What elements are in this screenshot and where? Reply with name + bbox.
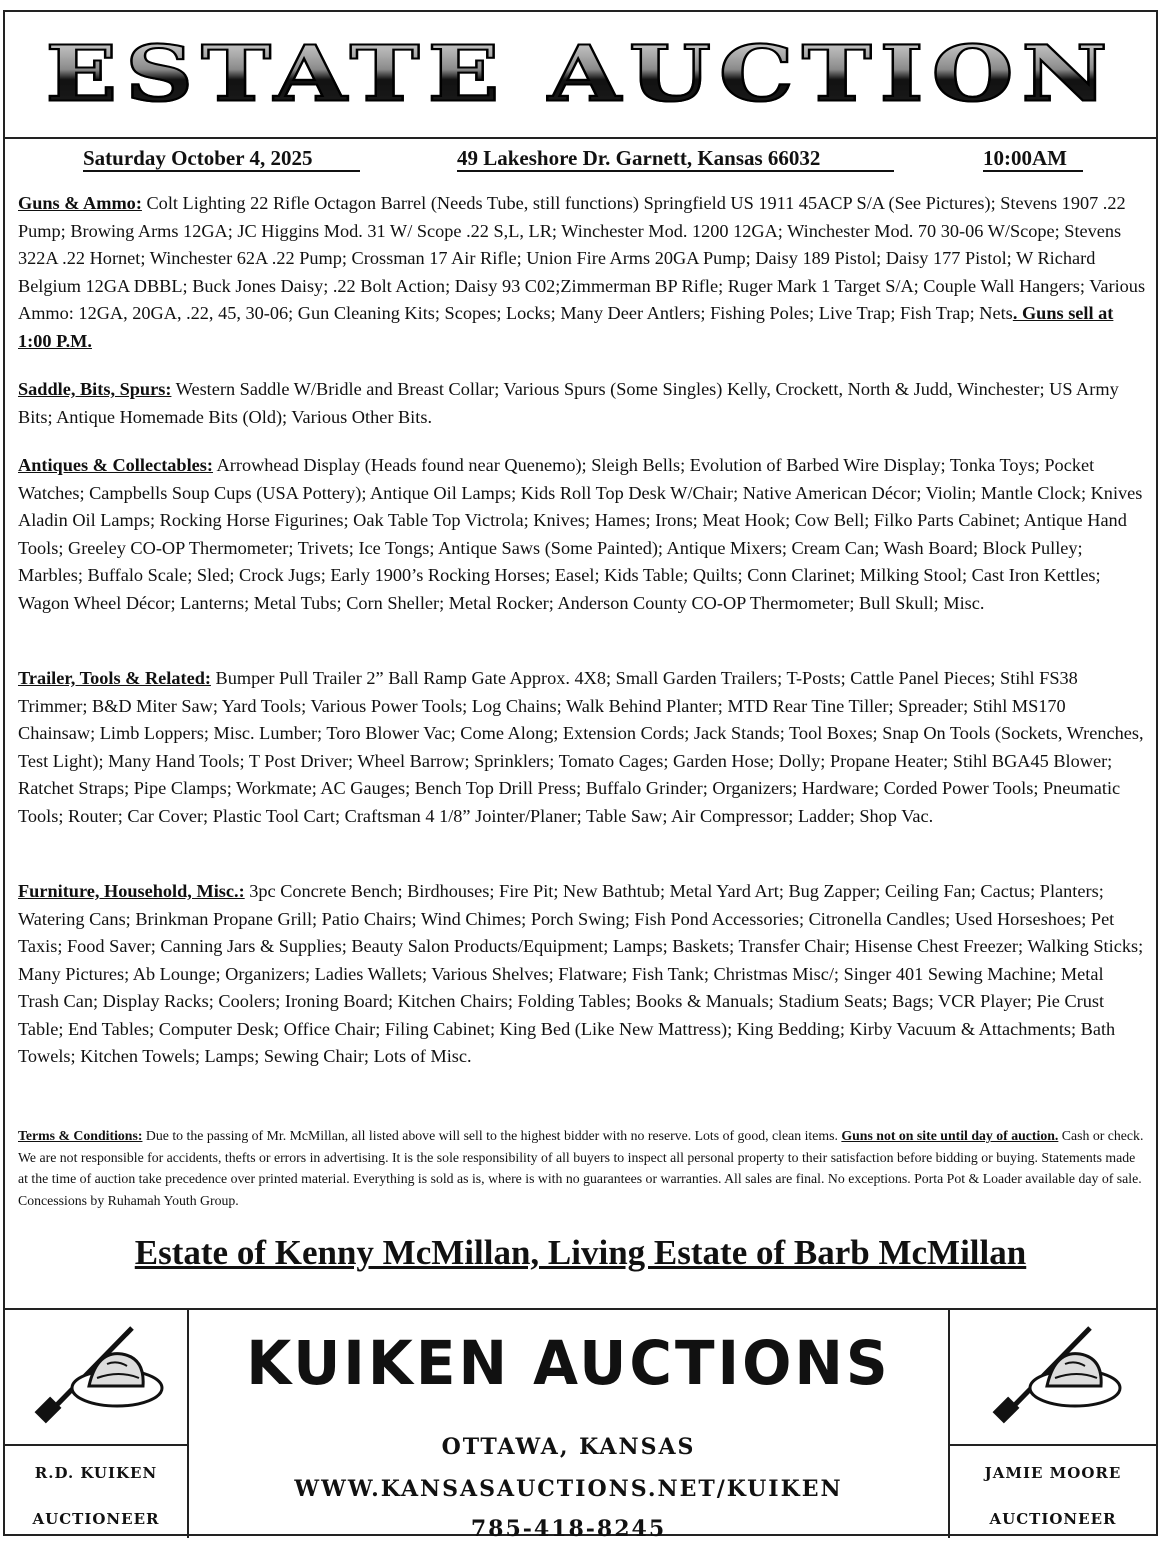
section-furniture-household bbox=[18, 878, 1146, 1071]
left-auctioneer-panel bbox=[5, 1310, 189, 1538]
section-emphasis: . Guns sell at 1:00 P.M. bbox=[18, 303, 1114, 351]
footer bbox=[5, 1308, 1156, 1542]
section-body: 3pc Concrete Bench; Birdhouses; Fire Pit; New Bathtub; Metal Yard Art; Bug Zapper; Ceiling Fan; Cactus; Planters; Watering Cans; Brinkman Propane Grill; Patio Chairs; Wind Chimes; Porch Swing; Fish Pond Accessories; Citronella Candles; Used Horseshoes; Pet Taxis; Food Saver; Canning Jars & Supplies; Beauty Salon Products/Equipment; Lamps; Baskets; Transfer Chair; Hisense Chest Freezer; Walking Sticks; Many Pictures; Ab Lounge; Organizers; Ladies Wallets; Various Shelves; Flatware; Fish Tank; Christmas Misc/; Singer 401 Sewing Machine; Metal Trash Can; Display Racks; Coolers; Ironing Board; Kitchen Chairs; Folding Tables; Books & Manuals; Stadium Seats; Bags; VCR Player; Pie Crust Table; End Tables; Computer Desk; Office Chair; Filing Cabinet; King Bed (Like New Mattress); King Bedding; Kirby Vacuum & Attachments; Bath Towels; Kitchen Towels; Lamps; Sewing Chair; Lots of Misc. bbox=[18, 881, 1144, 1066]
terms-emphasis: Guns not on site until day of auction. bbox=[841, 1128, 1059, 1143]
left-auctioneer-name: R.D. KUIKEN bbox=[34, 1464, 158, 1482]
company-name: KUIKEN AUCTIONS bbox=[246, 1327, 891, 1399]
section-heading: Antiques & Collectables: bbox=[18, 455, 213, 475]
right-auctioneer-role: AUCTIONEER bbox=[989, 1510, 1117, 1528]
section-antiques-collectables bbox=[18, 452, 1146, 617]
auction-date: Saturday October 4, 2025 bbox=[83, 146, 360, 172]
gavel-hat-icon bbox=[980, 1320, 1130, 1432]
flyer bbox=[3, 10, 1158, 1542]
section-trailer-tools bbox=[18, 665, 1146, 830]
terms-heading: Terms & Conditions: bbox=[18, 1128, 143, 1143]
section-saddle-bits-spurs bbox=[18, 376, 1146, 431]
section-body: Western Saddle W/Bridle and Breast Collar; Various Spurs (Some Singles) Kelly, Crockett, North & Judd, Winchester; US Army Bits; Antique Homemade Bits (Old); Various Other Bits. bbox=[18, 379, 1119, 427]
right-auctioneer-panel bbox=[948, 1310, 1156, 1538]
company-phone: 785-418-8245 bbox=[470, 1516, 667, 1542]
section-heading: Saddle, Bits, Spurs: bbox=[18, 379, 172, 399]
gavel-hat-icon bbox=[27, 1320, 167, 1432]
section-guns-ammo bbox=[18, 190, 1146, 355]
company-location: OTTAWA, KANSAS bbox=[441, 1434, 696, 1460]
company-block bbox=[189, 1310, 948, 1542]
estate-line: Estate of Kenny McMillan, Living Estate of Barb McMillan bbox=[134, 1233, 1027, 1272]
right-auctioneer-name: JAMIE MOORE bbox=[984, 1464, 1122, 1482]
section-heading: Trailer, Tools & Related: bbox=[18, 668, 211, 688]
auction-time: 10:00AM bbox=[983, 146, 1083, 172]
section-heading: Guns & Ammo: bbox=[18, 193, 142, 213]
auction-address: 49 Lakeshore Dr. Garnett, Kansas 66032 bbox=[457, 146, 894, 172]
section-body: Arrowhead Display (Heads found near Quenemo); Sleigh Bells; Evolution of Barbed Wire Display; Tonka Toys; Pocket Watches; Campbells Soup Cups (USA Pottery); Antique Oil Lamps; Kids Roll Top Desk W/Chair; Native American Décor; Violin; Mantle Clock; Knives Aladin Oil Lamps; Rocking Horse Figurines; Oak Table Top Victrola; Knives; Hames; Irons; Meat Hook; Cow Bell; Filko Parts Cabinet; Antique Hand Tools; Greeley CO-OP Thermometer; Trivets; Ice Tongs; Antique Saws (Some Painted); Antique Mixers; Cream Can; Wash Board; Block Pulley; Marbles; Buffalo Scale; Sled; Crock Jugs; Early 1900’s Rocking Horses; Easel; Kids Table; Quilts; Conn Clarinet; Milking Stool; Cast Iron Kettles; Wagon Wheel Décor; Lanterns; Metal Tubs; Corn Sheller; Metal Rocker; Anderson County CO-OP Thermometer; Bull Skull; Misc. bbox=[18, 455, 1143, 613]
terms-and-conditions bbox=[18, 1125, 1146, 1211]
gavel-hat-logo bbox=[5, 1310, 187, 1446]
page-title: ESTATE AUCTION bbox=[46, 23, 1116, 126]
section-body: Bumper Pull Trailer 2” Ball Ramp Gate Approx. 4X8; Small Garden Trailers; T-Posts; Cattle Panel Pieces; Stihl FS38 Trimmer; B&D Miter Saw; Yard Tools; Various Power Tools; Log Chains; Walk Behind Planter; MTD Rear Tine Tiller; Spreader; Stihl MS170 Chainsaw; Limb Loppers; Misc. Lumber; Toro Blower Vac; Come Along; Extension Cords; Jack Stands; Tool Boxes; Snap On Tools (Sockets, Wrenches, Test Light); Many Hand Tools; T Post Driver; Wheel Barrow; Sprinklers; Tomato Cages; Garden Hose; Dolly; Propane Heater; Stihl BGA45 Blower; Ratchet Straps; Pipe Clamps; Workmate; AC Gauges; Bench Top Drill Press; Buffalo Grinder; Organizers; Hardware; Corded Power Tools; Pneumatic Tools; Router; Car Cover; Plastic Tool Cart; Craftsman 4 1/8” Jointer/Planer; Table Saw; Air Compressor; Ladder; Shop Vac. bbox=[18, 668, 1144, 826]
left-auctioneer-role: AUCTIONEER bbox=[32, 1510, 160, 1528]
section-body: Colt Lighting 22 Rifle Octagon Barrel (Needs Tube, still functions) Springfield US 1911 45ACP S/A (See Pictures); Stevens 1907 .22 Pump; Browing Arms 12GA; JC Higgins Mod. 31 W/ Scope .22 S,L, LR; Winchester Mod. 1200 12GA; Winchester Mod. 70 30-06 W/Scope; Stevens 322A .22 Hornet; Winchester 62A .22 Pump; Crossman 17 Air Rifle; Union Fire Arms 20GA Pump; Daisy 189 Pistol; Daisy 177 Pistol; W Richard Belgium 12GA DBBL; Buck Jones Daisy; .22 Bolt Action; Daisy 93 C02;Zimmerman BP Rifle; Ruger Mark 1 Target S/A; Couple Wall Hangers; Various Ammo: 12GA, 20GA, .22, 45, 30-06; Gun Cleaning Kits; Scopes; Locks; Many Deer Antlers; Fishing Poles; Live Trap; Fish Trap; Nets bbox=[18, 193, 1146, 323]
terms-body-2: Cash or check. We are not responsible for accidents, thefts or errors in advertising. It is the sole responsibility of all buyers to inspect all personal property to their satisfaction before bidding or buying. Statements made at the time of auction take precedence over printed material. Everything is sold as is, where is with no guarantees or warranties. All sales are final. No exceptions. Porta Pot & Loader available day of sale. Concessions by Ruhamah Youth Group. bbox=[18, 1128, 1144, 1208]
title-banner bbox=[5, 12, 1156, 139]
terms-body-1: Due to the passing of Mr. McMillan, all listed above will sell to the highest bidder with no reserve. Lots of good, clean items. bbox=[142, 1128, 842, 1143]
company-website: WWW.KANSASAUCTIONS.NET/KUIKEN bbox=[294, 1476, 843, 1502]
section-heading: Furniture, Household, Misc.: bbox=[18, 881, 245, 901]
gavel-hat-logo bbox=[950, 1310, 1156, 1446]
